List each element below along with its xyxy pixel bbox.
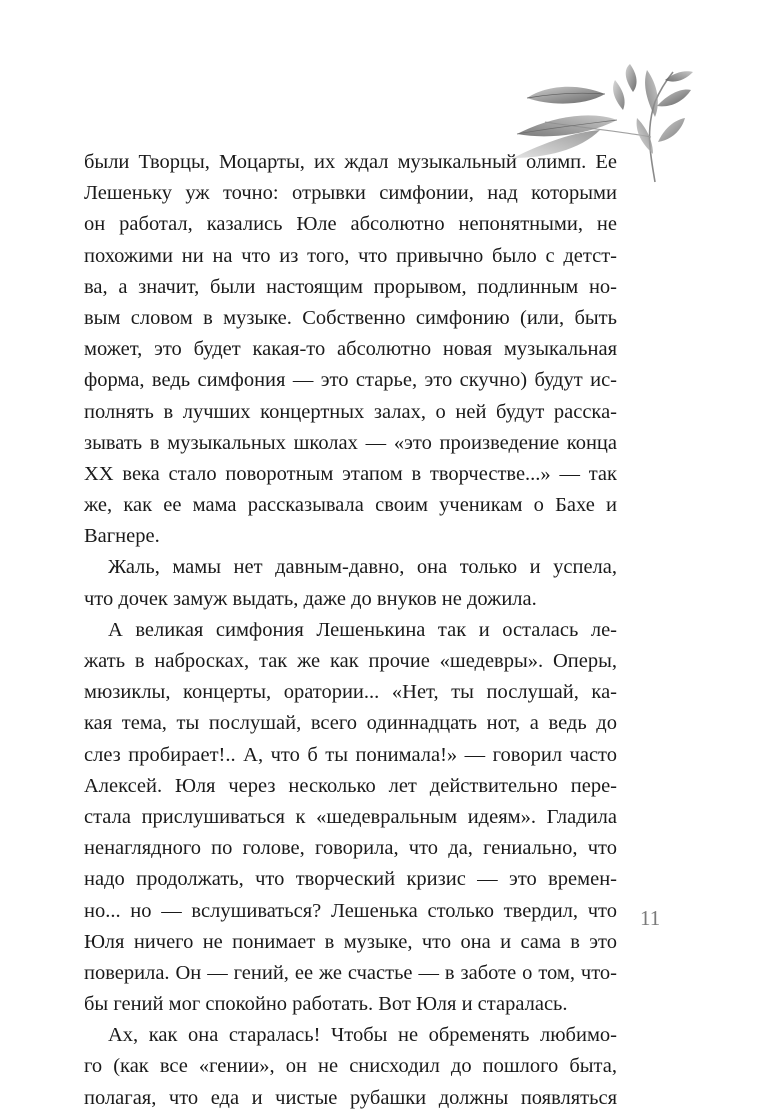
text-line: похожими ни на что из того, что привычно было с детст- — [84, 244, 617, 267]
text-line: но... но — вслушиваться? Лешенька столько твердил, что — [84, 899, 617, 922]
text-line: ва, а значит, были настоящим прорывом, подлинным но- — [84, 275, 617, 298]
text-line: ненаглядного по голове, говорила, что да, гениально, что — [84, 837, 617, 860]
text-line: вым словом в музыке. Собственно симфонию (или, быть — [84, 306, 617, 329]
text-line: А великая симфония Лешенькина так и осталась ле- — [108, 618, 617, 641]
text-line: Алексей. Юля через несколько лет действительно пере- — [84, 774, 617, 797]
text-line: что дочек замуж выдать, даже до внуков не дожила. — [84, 587, 537, 610]
text-line: бы гений мог спокойно работать. Вот Юля и старалась. — [84, 993, 568, 1016]
text-line: зывать в музыкальных школах — «это произведение конца — [84, 431, 617, 454]
text-line: стала прислушиваться к «шедевральным идеям». Гладила — [84, 805, 617, 828]
text-line: кая тема, ты послушай, всего одиннадцать нот, а ведь до — [84, 712, 617, 735]
text-line: Вагнере. — [84, 525, 160, 548]
text-line: надо продолжать, что творческий кризис — это времен- — [84, 868, 617, 891]
text-line: Юля ничего не понимает в музыке, что она и сама в это — [84, 930, 617, 953]
text-line: форма, ведь симфония — это старье, это скучно) будут ис- — [84, 369, 617, 392]
text-line: поверила. Он — гений, ее же счастье — в заботе о том, что- — [84, 961, 617, 984]
text-line: Лешеньку уж точно: отрывки симфонии, над которыми — [84, 182, 617, 205]
text-line: полагая, что еда и чистые рубашки должны появляться — [84, 1086, 617, 1109]
text-line: Жаль, мамы нет давным-давно, она только и успела, — [108, 556, 617, 579]
text-line: полнять в лучших концертных залах, о ней будут расска- — [84, 400, 617, 423]
text-line: он работал, казались Юле абсолютно непонятными, не — [84, 213, 617, 236]
body-text — [84, 147, 617, 1114]
text-line: мюзиклы, концерты, оратории... «Нет, ты послушай, ка- — [84, 681, 617, 704]
text-line: же, как ее мама рассказывала своим ученикам о Бахе и — [84, 494, 617, 517]
text-line: жать в набросках, так же как прочие «шедевры». Оперы, — [84, 650, 617, 672]
text-line: может, это будет какая-то абсолютно новая музыкальная — [84, 338, 617, 361]
text-line: были Творцы, Моцарты, их ждал музыкальный олимп. Ее — [84, 151, 617, 173]
text-line: го (как все «гении», он не снисходил до пошлого быта, — [84, 1055, 617, 1078]
text-line: Ах, как она старалась! Чтобы не обременять любимо- — [108, 1024, 617, 1047]
page-number: 11 — [640, 906, 661, 930]
text-line: XX века стало поворотным этапом в творчестве...» — так — [84, 462, 617, 485]
text-line: слез пробирает!.. А, что б ты понимала!» — говорил часто — [84, 743, 617, 766]
